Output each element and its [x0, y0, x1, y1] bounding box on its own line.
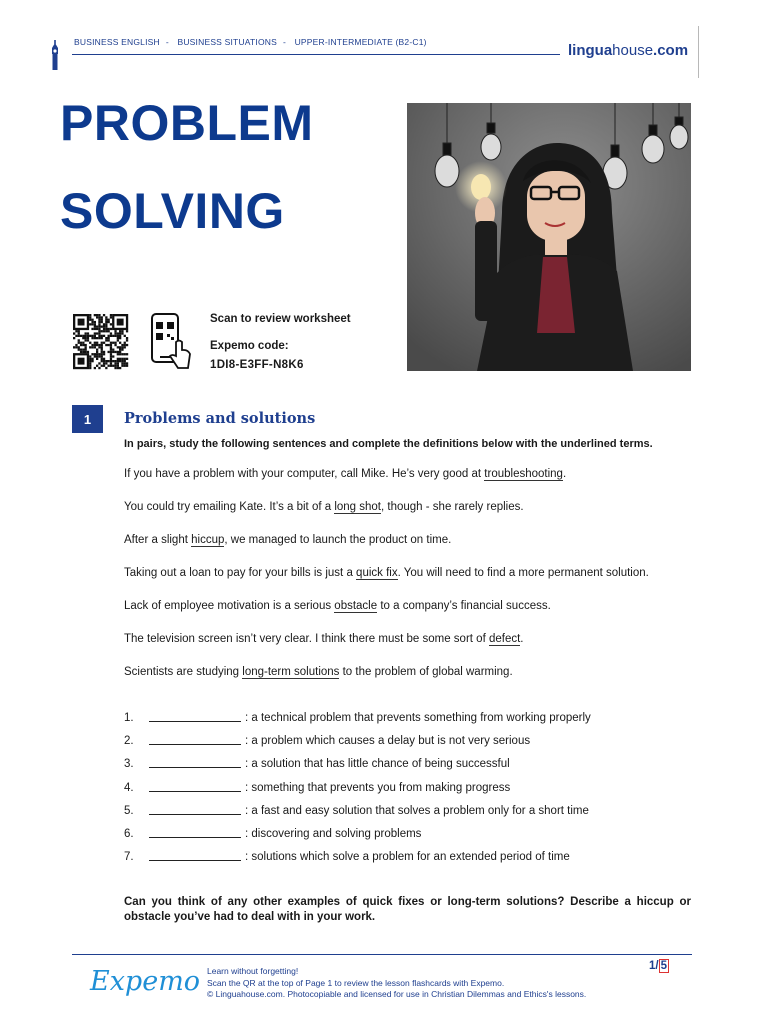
definition-number: 1. — [124, 712, 134, 724]
definition-number: 4. — [124, 781, 134, 794]
answer-blank[interactable] — [149, 711, 241, 722]
definition-text: : discovering and solving problems — [245, 827, 422, 840]
sentence-text: Scientists are studying — [124, 666, 243, 678]
linguahouse-logo[interactable] — [568, 42, 688, 59]
definition-text: : something that prevents you from making progress — [245, 781, 511, 794]
definition-number: 6. — [124, 827, 134, 840]
sentence-text: The television screen isn’t very clear. I think there must be some sort of — [124, 633, 489, 645]
section-number: 1 — [72, 405, 103, 433]
sentence-text: Taking out a loan to pay for your bills is just a — [124, 567, 357, 579]
page-title-line-1: PROBLEM — [60, 95, 314, 151]
expemo-code-label: Expemo code: — [210, 340, 289, 352]
answer-blank[interactable] — [149, 804, 241, 815]
breadcrumb-separator: - — [283, 37, 287, 47]
page-total[interactable]: 5 — [660, 960, 668, 972]
sentence-text: to the problem of global warming. — [339, 666, 513, 678]
definition-number: 7. — [124, 851, 134, 864]
underlined-term: defect — [488, 633, 521, 645]
sentence-text: , we managed to launch the product on time. — [224, 534, 452, 546]
definition-number: 5. — [124, 804, 134, 817]
underlined-term: long-term solutions — [242, 666, 340, 678]
big-ben-icon — [50, 40, 60, 70]
sentence — [124, 533, 704, 566]
footer-instruction: Scan the QR at the top of Page 1 to review the lesson flashcards with Expemo. — [207, 977, 505, 988]
page-current: 1 — [649, 960, 656, 972]
margin-line — [698, 26, 699, 78]
page-separator: / — [655, 960, 659, 972]
breadcrumb-item[interactable]: UPPER-INTERMEDIATE (B2-C1) — [294, 37, 427, 47]
sentence — [124, 599, 704, 632]
underlined-term: hiccup — [191, 534, 225, 546]
definition-number: 2. — [124, 735, 134, 748]
discussion-question: Can you think of any other examples of quick fixes or long-term solutions? Describe a hiccup or obstacle you’ve had to deal with in your work. — [124, 896, 691, 923]
sentence — [124, 665, 704, 698]
breadcrumb-item[interactable]: BUSINESS ENGLISH — [74, 37, 160, 47]
woman-with-lightbulb-photo — [407, 103, 691, 371]
definition-item — [124, 734, 704, 757]
brand-bold: lingua — [568, 42, 613, 59]
sentence-text: . — [520, 633, 524, 645]
definition-item — [124, 757, 704, 780]
header-divider — [72, 54, 560, 55]
sentence-text: Lack of employee motivation is a serious — [124, 600, 335, 612]
sentence-text: If you have a problem with your computer, call Mike. He’s very good at — [124, 468, 485, 480]
phone-scan-icon — [150, 312, 192, 372]
sentence — [124, 467, 704, 500]
section-instruction: In pairs, study the following sentences and complete the definitions below with the underlined terms. — [124, 438, 653, 450]
underlined-term: obstacle — [334, 600, 378, 612]
qr-code[interactable] — [73, 314, 133, 370]
sentence-text: , though - she rarely replies. — [381, 501, 524, 513]
brand-suffix: .com — [653, 42, 689, 59]
definition-item — [124, 711, 704, 734]
definition-text: : a technical problem that prevents something from working properly — [245, 712, 591, 724]
answer-blank[interactable] — [149, 827, 241, 838]
breadcrumb — [74, 37, 433, 47]
underlined-term: troubleshooting — [484, 468, 563, 480]
answer-blank[interactable] — [149, 734, 241, 745]
definition-text: : a solution that has little chance of being successful — [245, 758, 510, 771]
answer-blank[interactable] — [149, 781, 241, 792]
sentence — [124, 500, 704, 533]
sentence-text: . You will need to find a more permanent solution. — [397, 567, 649, 579]
example-sentences — [124, 467, 704, 698]
breadcrumb-separator: - — [165, 37, 169, 47]
footer-copyright: © Linguahouse.com. Photocopiable and licensed for use in Christian Dilemmas and Ethics's lessons. — [207, 989, 587, 999]
definition-text: : solutions which solve a problem for an extended period of time — [245, 851, 570, 864]
breadcrumb-item[interactable]: BUSINESS SITUATIONS — [177, 37, 277, 47]
definition-text: : a problem which causes a delay but is not very serious — [245, 735, 531, 748]
page-title-line-2: SOLVING — [60, 183, 285, 239]
definition-number: 3. — [124, 758, 134, 771]
underlined-term: quick fix — [356, 567, 398, 579]
definition-list — [124, 711, 704, 873]
footer-divider — [72, 954, 692, 955]
section-title: Problems and solutions — [124, 410, 316, 427]
sentence — [124, 566, 704, 599]
definition-text: : a fast and easy solution that solves a problem only for a short time — [245, 804, 589, 817]
sentence — [124, 632, 704, 665]
definition-item — [124, 781, 704, 804]
expemo-logo[interactable]: Expemo — [90, 966, 201, 997]
answer-blank[interactable] — [149, 757, 241, 768]
expemo-code: 1DI8-E3FF-N8K6 — [210, 359, 304, 371]
definition-item — [124, 804, 704, 827]
sentence-text: . — [562, 468, 567, 480]
scan-label: Scan to review worksheet — [210, 313, 351, 325]
brand-light: house — [612, 42, 654, 59]
underlined-term: long shot — [334, 501, 382, 513]
sentence-text: You could try emailing Kate. It’s a bit of a — [124, 501, 335, 513]
definition-item — [124, 827, 704, 850]
sentence-text: After a slight — [124, 534, 192, 546]
sentence-text: to a company’s financial success. — [377, 600, 551, 612]
footer-notice — [207, 966, 586, 1001]
footer-tagline: Learn without forgetting! — [207, 966, 299, 976]
definition-item — [124, 850, 704, 873]
page-number — [649, 960, 669, 972]
answer-blank[interactable] — [149, 850, 241, 861]
